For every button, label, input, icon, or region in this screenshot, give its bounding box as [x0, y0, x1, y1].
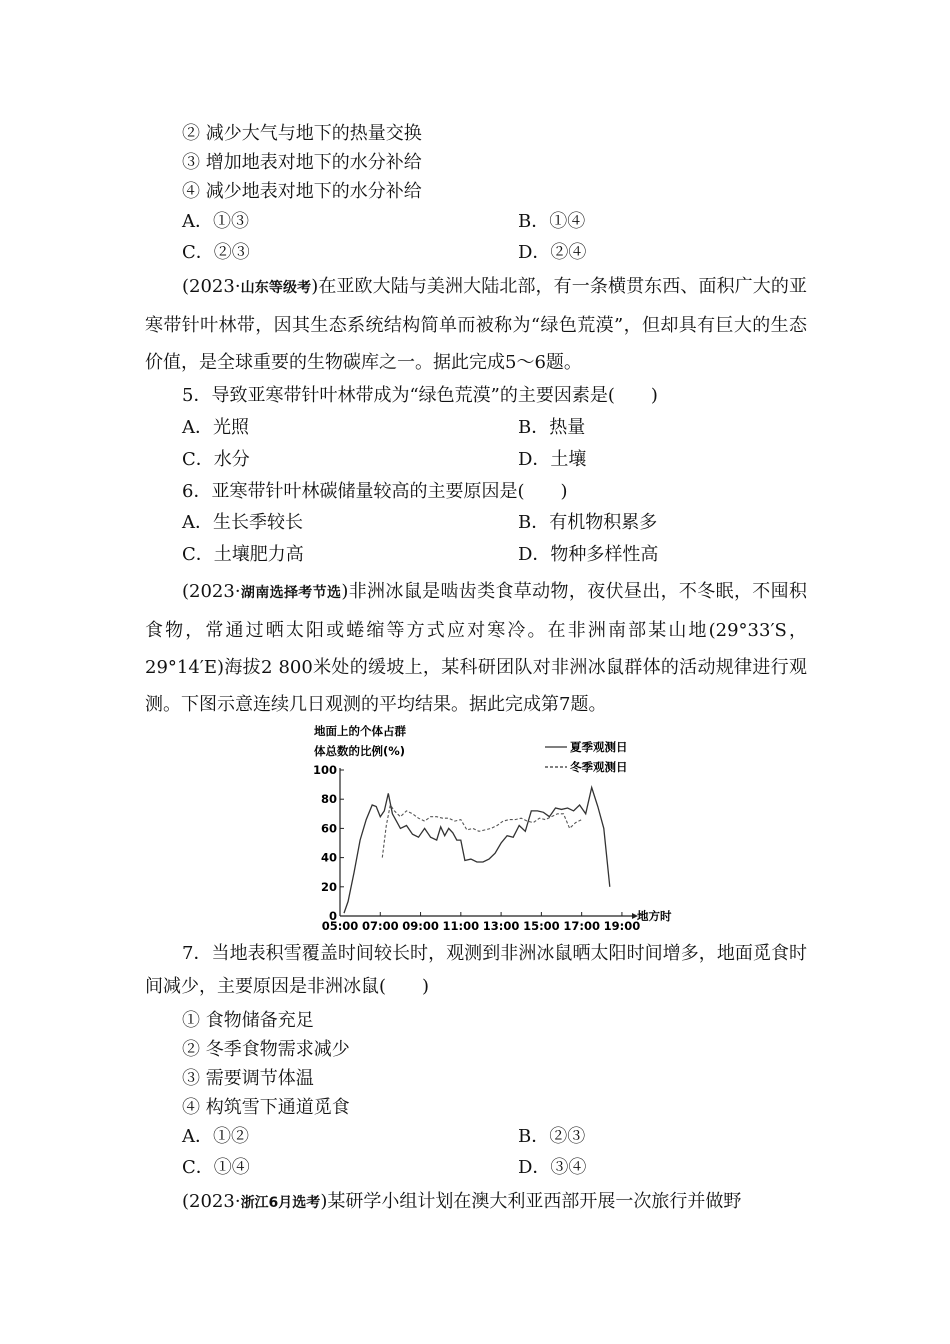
chart-xlabel: 地方时 — [637, 909, 672, 923]
q4-option-c: C．②③ — [182, 242, 250, 263]
chart-series — [344, 788, 610, 914]
x-tick-label: 13:00 — [482, 919, 520, 933]
y-tick-label: 60 — [320, 821, 337, 836]
q6-option-a: A．生长季较长 — [182, 512, 303, 533]
passage-source-prefix: (2023· — [182, 1191, 241, 1212]
q7-option-a: A．①② — [182, 1126, 249, 1147]
y-tick-label: 40 — [320, 850, 337, 865]
x-tick-label: 15:00 — [523, 919, 560, 933]
passage-source-prefix: (2023· — [182, 276, 241, 297]
chart-ylabel-line1: 地面上的个体占群 — [314, 724, 406, 738]
q7-option-c: C．①④ — [182, 1157, 250, 1178]
y-tick-label: 20 — [320, 879, 337, 894]
passage-zhejiang — [145, 1183, 807, 1222]
x-tick-label: 17:00 — [563, 919, 600, 933]
y-tick-label: 80 — [320, 792, 337, 807]
passage-hunan — [145, 573, 807, 723]
legend-winter-label: 冬季观测日 — [570, 760, 628, 774]
y-tick-label: 100 — [312, 763, 337, 777]
chart-ylabel-line2: 体总数的比例(%) — [314, 744, 406, 758]
passage-source-prefix: (2023· — [182, 581, 241, 602]
q7-option-b: B．②③ — [518, 1126, 586, 1147]
activity-chart — [300, 718, 690, 940]
legend-summer-label: 夏季观测日 — [570, 740, 628, 754]
passage-shandong — [145, 268, 807, 381]
q6-stem: 6．亚寒带针叶林碳储量较高的主要原因是( ) — [182, 481, 568, 502]
q5-option-c: C．水分 — [182, 449, 250, 470]
q7-statement-2: ② 冬季食物需求减少 — [182, 1039, 350, 1060]
activity-chart-svg — [300, 718, 690, 940]
q7-statement-4: ④ 构筑雪下通道觅食 — [182, 1097, 350, 1118]
q5-option-b: B．热量 — [518, 417, 586, 438]
q5-option-a: A．光照 — [182, 417, 249, 438]
statement-2: ② 减少大气与地下的热量交换 — [182, 123, 422, 144]
passage-text: )在亚欧大陆与美洲大陆北部，有一条横贯东西、面积广大的亚寒带针叶林带，因其生态系统结构简单而被称为“绿色荒漠”，但却具有巨大的生态价值，是全球重要的生物碳库之一。据此完成5～6题。 — [145, 276, 807, 373]
x-tick-label: 05:00 — [321, 919, 359, 933]
q5-option-d: D．土壤 — [518, 449, 587, 470]
x-tick-label: 19:00 — [603, 919, 641, 933]
x-tick-label: 09:00 — [402, 919, 439, 933]
q4-option-a: A．①③ — [182, 211, 249, 232]
passage-source-tag: 湖南选择考节选 — [240, 585, 342, 601]
q5-stem: 5．导致亚寒带针叶林带成为“绿色荒漠”的主要因素是( ) — [182, 385, 658, 406]
series-line-summer — [344, 788, 610, 914]
q6-option-c: C．土壤肥力高 — [182, 544, 304, 565]
x-tick-label: 11:00 — [442, 919, 480, 933]
q6-option-b: B．有机物积累多 — [518, 512, 658, 533]
passage-text: )非洲冰鼠是啮齿类食草动物，夜伏昼出，不冬眠，不囤积食物，常通过晒太阳或蜷缩等方式应对寒冷。在非洲南部某山地(29°33′S，29°14′E)海拔2 800米处的缓坡上，某科研团队对非洲冰鼠群体的活动规律进行观测。下图示意连续几日观测的平均结果。据此完成第7题。 — [145, 581, 807, 715]
passage-source-tag: 浙江6月选考 — [240, 1195, 321, 1211]
y-tick-label: 0 — [328, 909, 337, 923]
q7-statement-1: ① 食物储备充足 — [182, 1010, 314, 1031]
q4-option-d: D．②④ — [518, 242, 587, 263]
q4-option-b: B．①④ — [518, 211, 586, 232]
statement-3: ③ 增加地表对地下的水分补给 — [182, 152, 422, 173]
q7-statement-3: ③ 需要调节体温 — [182, 1068, 314, 1089]
statement-4: ④ 减少地表对地下的水分补给 — [182, 181, 422, 202]
q7-stem: 7．当地表积雪覆盖时间较长时，观测到非洲冰鼠晒太阳时间增多，地面觅食时间减少，主要原因是非洲冰鼠( ) — [145, 943, 807, 997]
passage-source-tag: 山东等级考 — [240, 280, 312, 296]
passage-text: )某研学小组计划在澳大利亚西部开展一次旅行并做野 — [320, 1191, 742, 1212]
q7-option-d: D．③④ — [518, 1157, 587, 1178]
x-tick-label: 07:00 — [361, 919, 399, 933]
q6-option-d: D．物种多样性高 — [518, 544, 659, 565]
